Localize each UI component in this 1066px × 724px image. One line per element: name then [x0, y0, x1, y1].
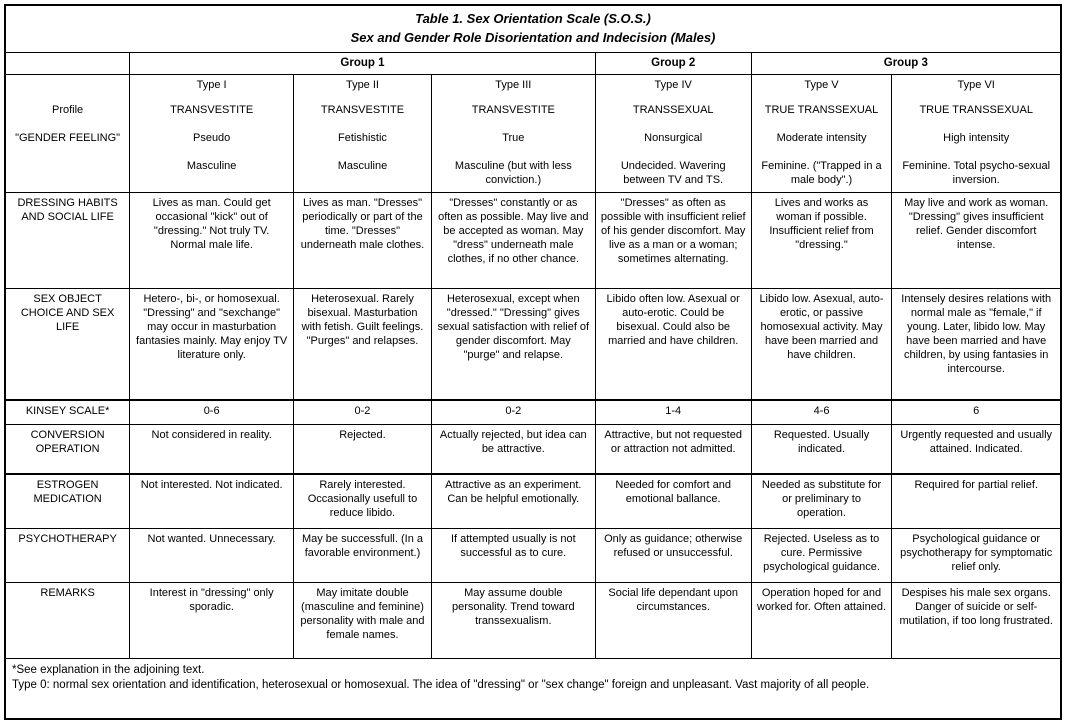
table-cell: May imitate double (masculine and feminine) personality with male and female names. — [294, 582, 432, 658]
row-label-sex-object-choice: SEX OBJECT CHOICE AND SEX LIFE — [5, 288, 130, 400]
table-row — [5, 424, 1061, 474]
table-cell: May live and work as woman. "Dressing" gives insufficient relief. Gender discomfort intense. — [892, 192, 1061, 288]
profile-intensity: True — [502, 131, 525, 144]
table-cell: Lives as man. Could get occasional "kick" out of "dressing." Not truly TV. Normal male life. — [130, 192, 294, 288]
table-cell: Urgently requested and usually attained. Indicated. — [892, 424, 1061, 474]
table-cell: "Dresses" constantly or as often as possible. May live and be accepted as woman. May "dress" underneath male clothes, if no other chance. — [431, 192, 595, 288]
profile-row-label-cell — [5, 74, 130, 192]
corner-cell — [5, 52, 130, 74]
table-cell: 4-6 — [751, 400, 892, 424]
table-cell: 1-4 — [595, 400, 751, 424]
profile-category: TRANSVESTITE — [320, 103, 405, 116]
table-cell: Rejected. Useless as to cure. Permissive psychological guidance. — [751, 528, 892, 582]
table-cell: Lives and works as woman if possible. Insufficient relief from "dressing." — [751, 192, 892, 288]
profile-category: TRUE TRANSSEXUAL — [764, 103, 879, 116]
table-cell: Lives as man. "Dresses" periodically or part of the time. "Dresses" underneath male clothes. — [294, 192, 432, 288]
table-cell: 0-6 — [130, 400, 294, 424]
table-cell: 6 — [892, 400, 1061, 424]
table-cell: May be successfull. (In a favorable environment.) — [294, 528, 432, 582]
table-subtitle: Sex and Gender Role Disorientation and Indecision (Males) — [350, 29, 716, 45]
table-cell: Actually rejected, but idea can be attractive. — [431, 424, 595, 474]
profile-cell-type5 — [751, 74, 892, 192]
type-header: Type II — [345, 78, 379, 91]
profile-category: TRANSVESTITE — [170, 103, 254, 116]
table-cell: Needed for comfort and emotional ballance. — [595, 474, 751, 528]
table-cell: Attractive as an experiment. Can be helpful emotionally. — [431, 474, 595, 528]
table-row — [5, 528, 1061, 582]
profile-category: TRUE TRANSSEXUAL — [919, 103, 1033, 116]
footnote-type0: Type 0: normal sex orientation and identification, heterosexual or homosexual. The idea of "dressing" or "sex change" foreign and unpleasant. Vast majority of all people. — [12, 679, 870, 692]
type-header: Type IV — [654, 78, 692, 91]
type-header: Type I — [196, 78, 227, 91]
row-label-psychotherapy: PSYCHOTHERAPY — [5, 528, 130, 582]
profile-intensity: Nonsurgical — [644, 131, 703, 144]
table-row — [5, 474, 1061, 528]
table-cell: Libido often low. Asexual or auto-erotic. Could be bisexual. Could also be married and have children. — [595, 288, 751, 400]
group-header-1: Group 1 — [130, 52, 596, 74]
profile-feeling: Undecided. Wavering between TV and TS. — [620, 159, 726, 186]
table-cell: 0-2 — [431, 400, 595, 424]
table-cell: Operation hoped for and worked for. Often attained. — [751, 582, 892, 658]
table-title-cell — [5, 5, 1061, 52]
sos-table — [4, 4, 1062, 720]
row-label-remarks: REMARKS — [5, 582, 130, 658]
footnote-row — [5, 658, 1061, 719]
group-header-2: Group 2 — [595, 52, 751, 74]
profile-intensity: High intensity — [943, 131, 1010, 144]
table-cell: Rarely interested. Occasionally usefull to reduce libido. — [294, 474, 432, 528]
profile-feeling: Masculine — [337, 159, 388, 172]
table-cell: "Dresses" as often as possible with insufficient relief of his gender discomfort. May live as a man or a woman; sometimes alternating. — [595, 192, 751, 288]
table-cell: May assume double personality. Trend toward transsexualism. — [431, 582, 595, 658]
table-cell: Rejected. — [294, 424, 432, 474]
table-cell: Interest in "dressing" only sporadic. — [130, 582, 294, 658]
table-title: Table 1. Sex Orientation Scale (S.O.S.) — [415, 11, 651, 26]
table-cell: Needed as substitute for or preliminary to operation. — [751, 474, 892, 528]
table-cell: Attractive, but not requested or attraction not admitted. — [595, 424, 751, 474]
table-cell: Only as guidance; otherwise refused or unsuccessful. — [595, 528, 751, 582]
profile-intensity: Moderate intensity — [776, 131, 867, 144]
table-cell: Not considered in reality. — [130, 424, 294, 474]
table-cell: Not interested. Not indicated. — [130, 474, 294, 528]
profile-cell-type2 — [294, 74, 432, 192]
table-cell: Psychological guidance or psychotherapy for symptomatic relief only. — [892, 528, 1061, 582]
profile-cell-type4 — [595, 74, 751, 192]
table-cell: Not wanted. Unnecessary. — [130, 528, 294, 582]
table-cell: 0-2 — [294, 400, 432, 424]
footnote-asterisk: *See explanation in the adjoining text. — [12, 663, 205, 676]
type-header: Type V — [804, 78, 839, 91]
table-cell: Required for partial relief. — [892, 474, 1061, 528]
type-header: Type III — [495, 78, 532, 91]
table-cell: Despises his male sex organs. Danger of suicide or self-mutilation, if too long frustrated. — [892, 582, 1061, 658]
table-cell: Requested. Usually indicated. — [751, 424, 892, 474]
table-cell: If attempted usually is not successful as to cure. — [431, 528, 595, 582]
row-label-dressing-habits: DRESSING HABITS AND SOCIAL LIFE — [5, 192, 130, 288]
table-cell: Libido low. Asexual, auto-erotic, or passive homosexual activity. May have been married and have children. — [751, 288, 892, 400]
table-row — [5, 400, 1061, 424]
gender-feeling-label: "GENDER FEELING" — [15, 131, 121, 144]
table-cell: Social life dependant upon circumstances. — [595, 582, 751, 658]
table-cell: Hetero-, bi-, or homosexual. "Dressing" and "sexchange" may occur in masturbation fantasies mainly. May enjoy TV literature only. — [130, 288, 294, 400]
profile-label: Profile — [52, 103, 84, 116]
row-label-kinsey-scale: KINSEY SCALE* — [5, 400, 130, 424]
table-cell: Heterosexual. Rarely bisexual. Masturbation with fetish. Guilt feelings. "Purges" and relapses. — [294, 288, 432, 400]
profile-cell-type6 — [892, 74, 1061, 192]
table-cell: Intensely desires relations with normal male as "female," if young. Later, libido low. May have been married and have children, by using fantasies in intercourse. — [892, 288, 1061, 400]
profile-category: TRANSSEXUAL — [632, 103, 714, 116]
row-label-conversion-operation: CONVERSION OPERATION — [5, 424, 130, 474]
profile-feeling: Masculine — [186, 159, 237, 172]
profile-intensity: Fetishistic — [338, 131, 387, 144]
table-row — [5, 192, 1061, 288]
profile-cell-type1 — [130, 74, 294, 192]
profile-category: TRANSVESTITE — [471, 103, 555, 116]
row-label-estrogen-medication: ESTROGEN MEDICATION — [5, 474, 130, 528]
profile-cell-type3 — [431, 74, 595, 192]
footnote-cell — [5, 658, 1061, 719]
group-header-3: Group 3 — [751, 52, 1061, 74]
profile-intensity: Pseudo — [192, 131, 231, 144]
type-header: Type VI — [957, 78, 995, 91]
table-row — [5, 582, 1061, 658]
profile-feeling: Feminine. ("Trapped in a male body".) — [761, 159, 882, 186]
profile-feeling: Feminine. Total psycho-sexual inversion. — [902, 159, 1051, 186]
table-cell: Heterosexual, except when "dressed." "Dressing" gives sexual satisfaction with relief of gender discomfort. May "purge" and relapse. — [431, 288, 595, 400]
profile-feeling: Masculine (but with less conviction.) — [454, 159, 572, 186]
table-row — [5, 288, 1061, 400]
